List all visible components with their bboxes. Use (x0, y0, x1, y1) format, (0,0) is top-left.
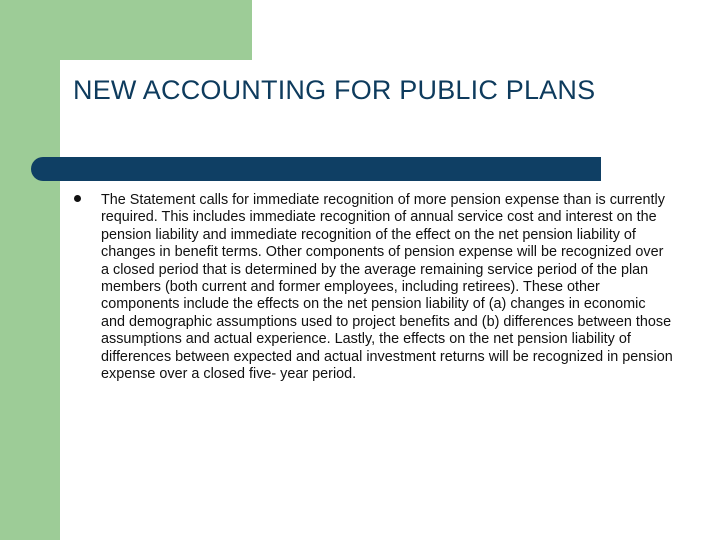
bullet-text: The Statement calls for immediate recognition of more pension expense than is currently required. This includes immediate recognition of annual service cost and interest on the pension liability and immediate recognition of the effect on the net pension liability of changes in benefit terms. Other components of pension expense will be recognized over a closed period that is determined by the average remaining service period of the plan members (both current and former employees, including retirees). These other components include the effects on the net pension liability of (a) changes in economic and demographic assumptions used to project benefits and (b) differences between those assumptions and actual experience. Lastly, the effects on the net pension liability of differences between expected and actual investment returns will be recognized in pension expense over a closed five- year period. (101, 192, 673, 383)
bullet-item (74, 192, 674, 383)
title-divider-bar (31, 157, 601, 181)
bullet-icon (74, 195, 81, 202)
bullet-list (74, 192, 674, 383)
slide-title: NEW ACCOUNTING FOR PUBLIC PLANS (73, 75, 596, 105)
